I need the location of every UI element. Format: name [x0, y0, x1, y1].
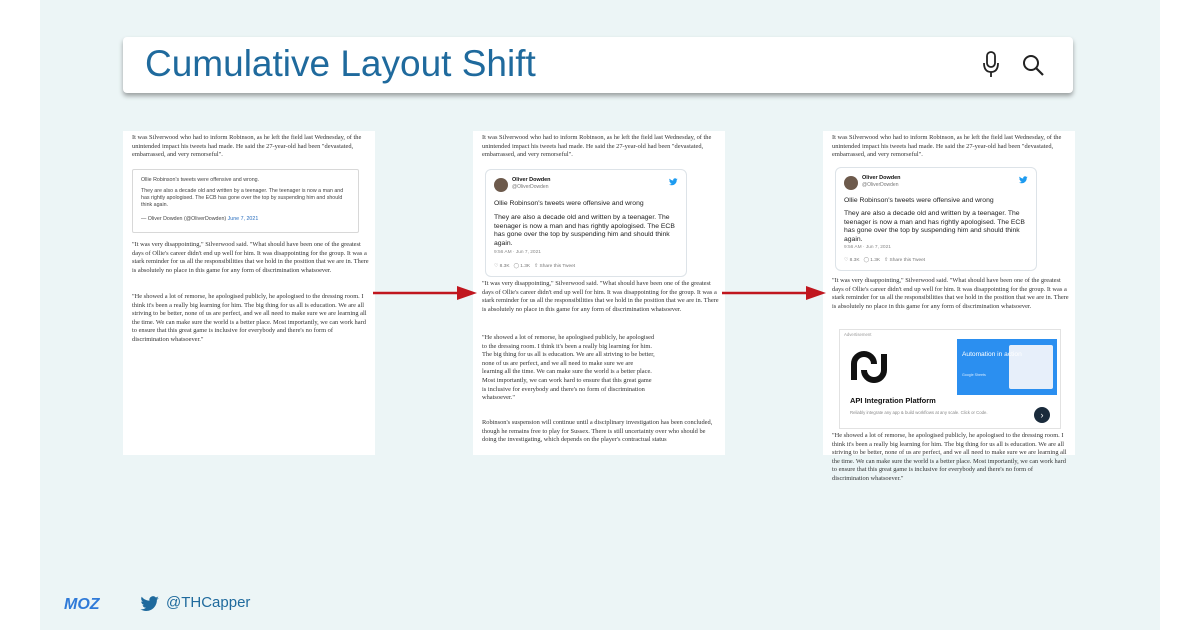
- tweet-time[interactable]: 9:56 AM · Jun 7, 2021: [844, 245, 891, 250]
- tweet-time[interactable]: 9:56 AM · Jun 7, 2021: [494, 250, 541, 255]
- tweet-author-name: Oliver Dowden: [862, 175, 901, 181]
- twitter-bird-icon: [669, 178, 678, 186]
- ad-promo-title: Automation in action: [962, 351, 1022, 358]
- like-icon[interactable]: ♡: [494, 264, 499, 269]
- tweet-line1: Ollie Robinson's tweets were offensive and wrong: [494, 200, 644, 207]
- embed-date-link[interactable]: June 7, 2021: [227, 216, 259, 222]
- search-bar[interactable]: [123, 37, 1073, 93]
- reply-icon[interactable]: ◯: [513, 264, 519, 269]
- tweet-line1: Ollie Robinson's tweets were offensive and wrong: [844, 197, 994, 204]
- share-label[interactable]: Share this Tweet: [539, 264, 576, 269]
- arrow-right-icon: [373, 286, 477, 300]
- article-quote1: "It was very disappointing," Silverwood said. "What should have been one of the greatest days of Ollie's career didn't end up well for him. It was disappointing for the group. It was a stark reminder for us all the responsibilities that we hold in the position that we are in. There is absolutely no place in this game for any form of discrimination whatsoever.: [132, 241, 369, 274]
- article-quote1: "It was very disappointing," Silverwood said. "What should have been one of the greatest days of Ollie's career didn't end up well for him. It was disappointing for the group. It was a stark reminder for us all the responsibilities that we hold in the position that we are in. There is absolutely no place in this game for any form of discrimination whatsoever.: [832, 277, 1069, 310]
- arrow-right-icon: [722, 286, 826, 300]
- share-label[interactable]: Share this Tweet: [889, 258, 926, 263]
- search-query-text: Cumulative Layout Shift: [145, 43, 536, 84]
- ad-promo-subtitle: Google Sheets: [962, 373, 986, 377]
- embed-author: — Oliver Dowden (@OliverDowden): [141, 216, 227, 222]
- ad-title[interactable]: API Integration Platform: [850, 396, 936, 405]
- share-icon[interactable]: ⇧: [884, 258, 889, 263]
- tweet-card[interactable]: [485, 169, 687, 277]
- article-quote2: "He showed a lot of remorse, he apologised publicly, he apologised to the dressing room. I think it's been a really big learning for him. The big thing for us all is education. We are all striving to be better, none of us are perfect, and we all need to make sure we are learning all the time. We can make sure the world is a better place. Most importantly, we can work hard to ensure that this great game is inclusive for everybody and there's no form of discrimination whatsoever.": [132, 293, 367, 343]
- twitter-bird-icon: [1019, 176, 1028, 184]
- tweet-actions: [494, 264, 575, 269]
- article-screenshot-before: [123, 131, 375, 455]
- article-intro: It was Silverwood who had to inform Robinson, as he left the field last Wednesday, of the unintended impact his tweets had made. He said the 27-year-old had been "devastated, embarrassed, and very remorseful".: [132, 134, 362, 159]
- article-intro: It was Silverwood who had to inform Robinson, as he left the field last Wednesday, of the unintended impact his tweets had made. He said the 27-year-old had been "devastated, embarrassed, and very remorseful".: [832, 134, 1062, 159]
- article-intro: It was Silverwood who had to inform Robinson, as he left the field last Wednesday, of the unintended impact his tweets had made. He said the 27-year-old had been "devastated, embarrassed, and very remorseful".: [482, 134, 712, 159]
- plain-tweet-embed: [132, 169, 359, 233]
- ad-chevron-right-icon[interactable]: ›: [1034, 407, 1050, 423]
- tweet-card[interactable]: [835, 167, 1037, 271]
- article-screenshot-tweet-loaded: [473, 131, 725, 455]
- article-quote2: "He showed a lot of remorse, he apologised publicly, he apologised to the dressing room. I think it's been a really big learning for him. The big thing for us all is education. We are all striving to be better, none of us are perfect, and we all need to make sure we are learning all the time. We can make sure the world is a better place. Most importantly, we can work hard to ensure that this great game is inclusive for everybody and there's no form of discrimination whatsoever.": [482, 334, 655, 402]
- tweet-line2: They are also a decade old and written by a teenager. The teenager is now a man and has rightly apologised. The ECB has gone over the top by suspending him and should think again.: [844, 210, 1025, 243]
- like-count: 8.3K: [499, 264, 510, 269]
- reply-count: 1.3K: [520, 264, 531, 269]
- embed-attribution: [141, 216, 350, 223]
- embed-line1: Ollie Robinson's tweets were offensive and wrong.: [141, 177, 260, 183]
- reply-icon[interactable]: ◯: [863, 258, 869, 263]
- twitter-bird-icon: [140, 596, 160, 612]
- share-icon[interactable]: ⇧: [534, 264, 539, 269]
- avatar: [494, 178, 508, 192]
- reply-count: 1.3K: [870, 258, 881, 263]
- article-quote1: "It was very disappointing," Silverwood said. "What should have been one of the greatest days of Ollie's career didn't end up well for him. It was disappointing for the group. It was a stark reminder for us all the responsibilities that we hold in the position that we are in. There is absolutely no place in this game for any form of discrimination whatsoever.: [482, 280, 719, 313]
- ad-subtitle: Reliably integrate any app & build workflows at any scale. Click or Code.: [850, 410, 988, 415]
- article-screenshot-ad-loaded: [823, 131, 1075, 482]
- moz-logo: MOZ: [64, 596, 100, 613]
- tweet-author-handle: @OliverDowden: [862, 182, 899, 188]
- embed-line2: They are also a decade old and written by a teenager. The teenager is now a man and has rightly apologised. The ECB has gone over the top by suspending him and should think again.: [141, 188, 344, 208]
- article-quote2: "He showed a lot of remorse, he apologised publicly, he apologised to the dressing room. I think it's been a really big learning for him. The big thing for us all is education. We are all striving to be better, none of us are perfect, and we all need to make sure we are learning all the time. We can make sure the world is a better place. Most importantly, we can work hard to ensure that this great game is inclusive for everybody and there's no form of discrimination whatsoever.": [832, 432, 1067, 482]
- tweet-line2: They are also a decade old and written by a teenager. The teenager is now a man and has rightly apologised. The ECB has gone over the top by suspending him and should think again.: [494, 214, 675, 247]
- ad-label: Advertisement: [844, 332, 872, 337]
- search-icon[interactable]: [1021, 53, 1045, 77]
- tweet-actions: [844, 258, 925, 263]
- ad-promo-image[interactable]: [957, 339, 1057, 395]
- tweet-author-name: Oliver Dowden: [512, 177, 551, 183]
- tweet-author-handle: @OliverDowden: [512, 184, 549, 190]
- like-count: 8.3K: [849, 258, 860, 263]
- avatar: [844, 176, 858, 190]
- advertisement[interactable]: [839, 329, 1061, 429]
- like-icon[interactable]: ♡: [844, 258, 849, 263]
- mic-icon[interactable]: [981, 51, 1001, 79]
- article-quote3: Robinson's suspension will continue until a disciplinary investigation has been concluded, though he remains free to play for Sussex. There is still uncertainty over who should be doing the investigating, which depends on the player's contractual status: [482, 419, 713, 444]
- twitter-handle[interactable]: @THCapper: [166, 594, 251, 611]
- ad-brand-logo-icon: [850, 350, 886, 384]
